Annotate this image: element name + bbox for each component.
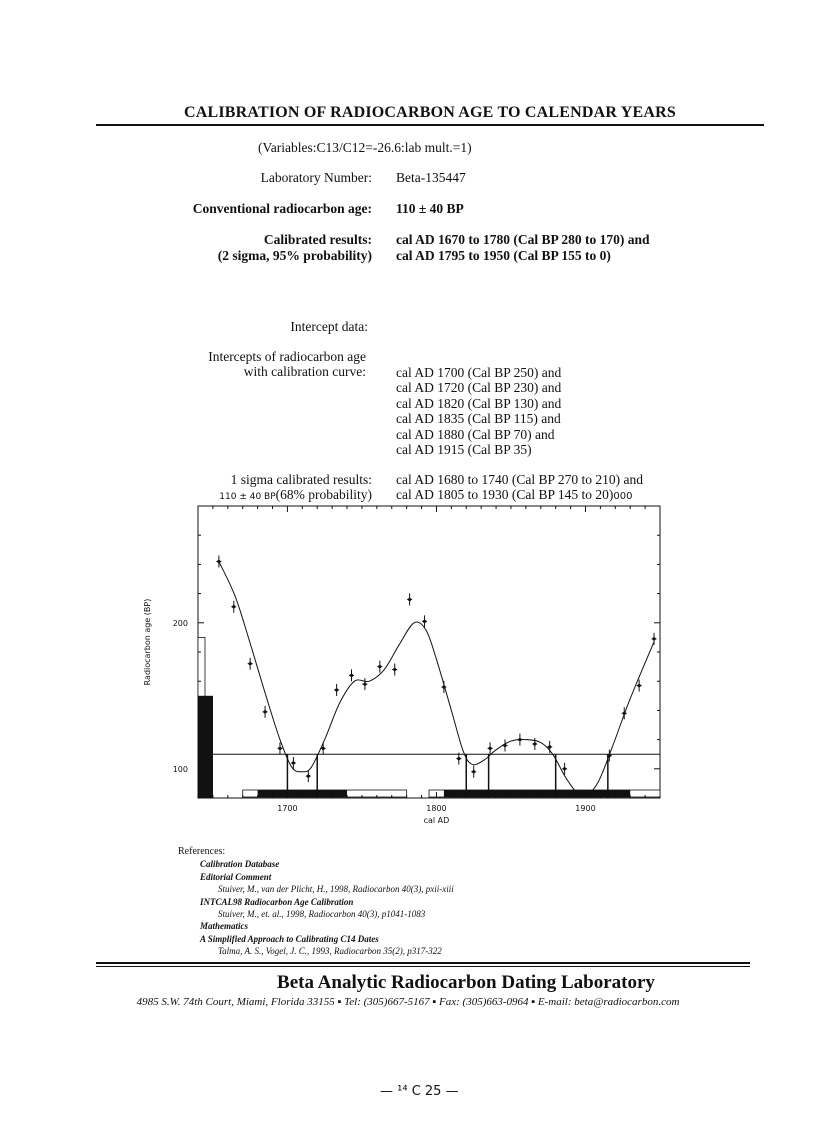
- one-sigma-probability: (68% probability): [275, 487, 372, 502]
- data-point: [408, 598, 411, 601]
- intercept-data-label: Intercept data:: [290, 319, 368, 334]
- calibrated-label-line2: (2 sigma, 95% probability): [217, 248, 372, 263]
- data-point: [518, 738, 521, 741]
- data-point: [350, 674, 353, 677]
- reference-entry: A Simplified Approach to Calibrating C14 Dates: [200, 933, 379, 944]
- data-point: [472, 770, 475, 773]
- y-tick-label: 100: [172, 764, 188, 774]
- y-axis-label: Radiocarbon age (BP): [143, 598, 152, 686]
- data-point: [457, 757, 460, 760]
- lab-name: Beta Analytic Radiocarbon Dating Laboratory: [277, 972, 655, 993]
- intercept-item: cal AD 1880 (Cal BP 70) and: [396, 426, 555, 442]
- data-point: [263, 710, 266, 713]
- x-tick-label: 1800: [426, 804, 447, 813]
- footer-rule-thin: [96, 966, 750, 967]
- lab-number-value: Beta-135447: [396, 170, 466, 185]
- footer-rule: [96, 962, 750, 964]
- intercept-item: cal AD 1835 (Cal BP 115) and: [396, 411, 561, 427]
- one-sigma-label-line1: 1 sigma calibrated results:: [230, 472, 372, 487]
- age-1sigma-bar: [198, 696, 213, 798]
- y-tick-label: 200: [172, 618, 188, 628]
- data-point: [533, 742, 536, 745]
- page-number: — ¹⁴ C 25 —: [380, 1084, 459, 1099]
- calibrated-value-line2: cal AD 1795 to 1950 (Cal BP 155 to 0): [396, 248, 611, 263]
- data-point: [217, 560, 220, 563]
- reference-citation: Stuiver, M., et. al., 1998, Radiocarbon 40(3), p1041-1083: [218, 909, 426, 920]
- calibrated-value-line1: cal AD 1670 to 1780 (Cal BP 280 to 170) and: [396, 232, 650, 247]
- data-point: [423, 620, 426, 623]
- intercepts-label-line1: Intercepts of radiocarbon age: [208, 349, 366, 364]
- data-point: [563, 767, 566, 770]
- data-point: [503, 744, 506, 747]
- sigma1-range-bar: [444, 790, 630, 797]
- data-point: [335, 688, 338, 691]
- reference-citation: Stuiver, M., van der Plicht, H., 1998, Radiocarbon 40(3), pxii-xiii: [218, 884, 454, 895]
- lab-number-label: Laboratory Number:: [260, 170, 372, 185]
- one-sigma-value-line1: cal AD 1680 to 1740 (Cal BP 270 to 210) and: [396, 472, 643, 487]
- variables-line: (Variables:C13/C12=-26.6:lab mult.=1): [258, 140, 472, 155]
- intercept-item: cal AD 1720 (Cal BP 230) and: [396, 380, 562, 396]
- page-title: CALIBRATION OF RADIOCARBON AGE TO CALENDAR YEARS: [183, 104, 677, 121]
- intercepts-label-line2: with calibration curve:: [243, 364, 366, 379]
- x-tick-label: 1900: [575, 804, 596, 813]
- reference-citation: Talma, A. S., Vogel, J. C., 1993, Radiocarbon 35(2), p317-322: [218, 946, 442, 957]
- intercept-item: cal AD 1700 (Cal BP 250) and: [396, 365, 562, 380]
- references-heading: References:: [178, 846, 226, 857]
- lab-address: 4985 S.W. 74th Court, Miami, Florida 33155 ▪ Tel: (305)667-5167 ▪ Fax: (305)663-0964 ▪ E-mail: beta@radiocarbon.com: [136, 996, 680, 1008]
- calibration-curve: [219, 561, 654, 796]
- data-point: [623, 712, 626, 715]
- conventional-age-value: 110 ± 40 BP: [396, 201, 464, 216]
- data-point: [652, 637, 655, 640]
- one-sigma-value-tail: 000: [613, 491, 633, 502]
- calibrated-label-line1: Calibrated results:: [263, 232, 372, 247]
- data-point: [393, 668, 396, 671]
- intercept-item: cal AD 1915 (Cal BP 35): [396, 442, 532, 458]
- data-point: [249, 662, 252, 665]
- data-point: [608, 754, 611, 757]
- one-sigma-value-line2-text: cal AD 1805 to 1930 (Cal BP 145 to 20): [396, 487, 614, 502]
- x-tick-label: 1700: [277, 804, 298, 813]
- data-point: [378, 665, 381, 668]
- intercept-item: cal AD 1820 (Cal BP 130) and: [396, 395, 562, 411]
- reference-entry: Mathematics: [200, 921, 249, 932]
- data-point: [307, 775, 310, 778]
- calibrated-results-label: [218, 232, 372, 264]
- intercepts-list: [396, 365, 561, 457]
- data-point: [232, 605, 235, 608]
- calibration-chart: [130, 500, 690, 840]
- data-point: [322, 747, 325, 750]
- data-point: [363, 683, 366, 686]
- data-point: [638, 684, 641, 687]
- data-point: [278, 747, 281, 750]
- data-point: [548, 745, 551, 748]
- references: [178, 846, 454, 958]
- calibrated-results-value: [396, 232, 650, 264]
- x-axis-label: cal AD: [423, 816, 450, 825]
- reference-entry: Calibration Database: [200, 859, 280, 870]
- reference-entry: Editorial Comment: [200, 871, 272, 882]
- data-point: [292, 761, 295, 764]
- one-sigma-age-small: 110 ± 40 BP: [219, 492, 276, 502]
- reference-entry: INTCAL98 Radiocarbon Age Calibration: [200, 896, 354, 907]
- conventional-age-label: Conventional radiocarbon age:: [192, 201, 372, 216]
- data-point: [442, 685, 445, 688]
- data-point: [489, 747, 492, 750]
- title-rule: [96, 124, 764, 126]
- intercepts-label: [208, 349, 366, 379]
